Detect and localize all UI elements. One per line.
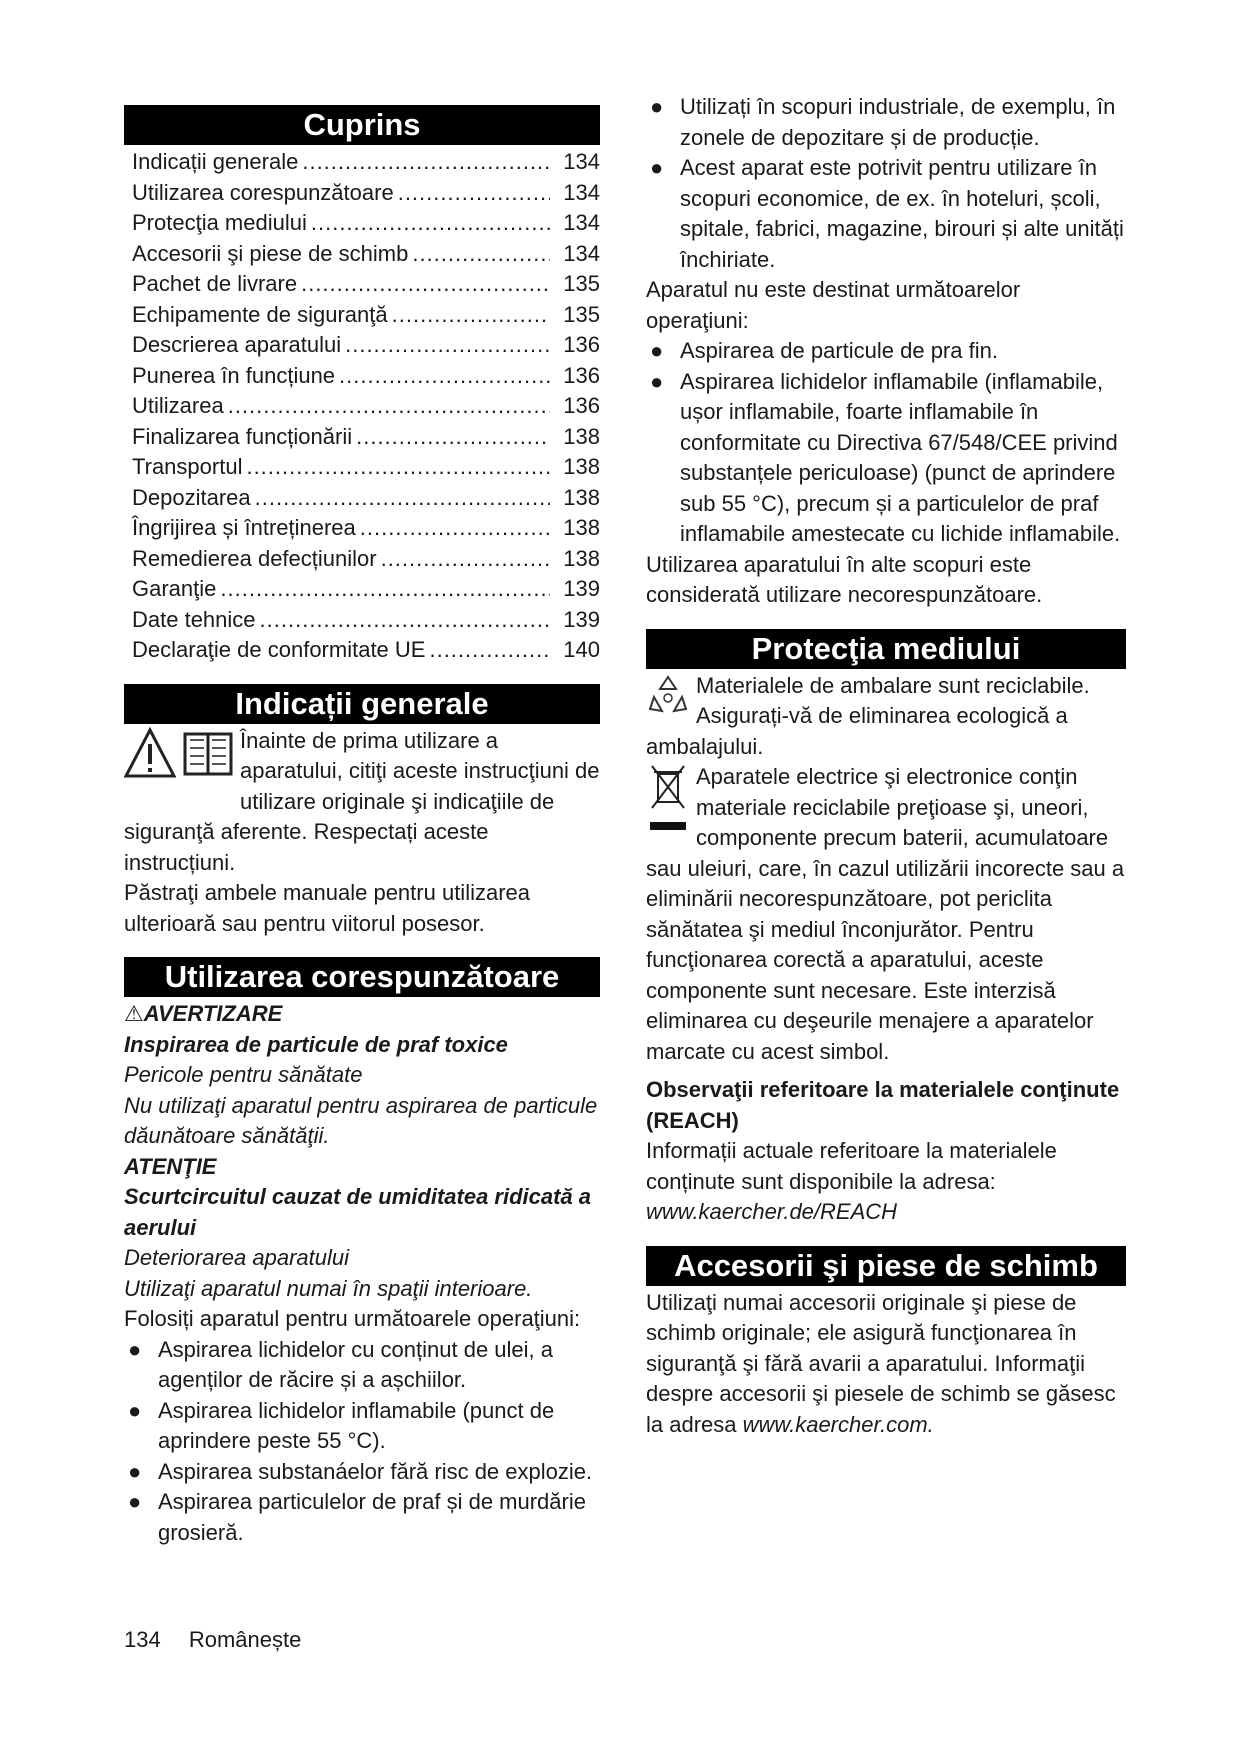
reach-link[interactable]: www.kaercher.de/REACH <box>646 1199 898 1224</box>
toc-entry-label: Indicații generale <box>132 149 299 174</box>
footer-language: Românește <box>188 1627 302 1652</box>
toc-leader-dots <box>429 635 550 666</box>
toc-leader-dots <box>311 208 550 239</box>
toc-heading: Cuprins <box>124 105 600 145</box>
toc-entry[interactable] <box>124 178 600 209</box>
right-column <box>646 92 1126 1440</box>
intended-use-paragraph-1: Folosiți aparatul pentru următoarele operaţiuni: <box>124 1306 581 1331</box>
toc-entry-page: 136 <box>563 332 600 357</box>
accessories-paragraph: Utilizaţi numai accesorii originale şi piese de schimb originale; ele asigură funcţionarea în siguranţă şi fără avarii a aparatului. Informaţii despre accesorii şi piesele de schimb se găsesc la adresa www.kaercher.com. <box>646 1289 1116 1437</box>
toc-entry-page: 134 <box>563 179 600 205</box>
toc-leader-dots <box>339 361 550 392</box>
toc-leader-dots <box>356 422 550 453</box>
toc-leader-dots <box>392 300 550 331</box>
general-paragraph-2: Păstraţi ambele manuale pentru utilizarea ulterioară sau pentru viitorul posesor. <box>124 880 531 936</box>
toc-leader-dots <box>360 513 550 544</box>
general-section <box>124 726 600 940</box>
list-item: ● Acest aparat este potrivit pentru utilizare în scopuri economice, de ex. în hoteluri, școli, spitale, fabrici, magazine, birouri și alte unități închiriate. <box>650 155 1124 272</box>
toc-entry[interactable] <box>124 361 600 392</box>
toc-entry-label: Date tehnice <box>132 606 256 632</box>
caution-text-1: Deteriorarea aparatului <box>124 1245 350 1270</box>
toc-entry-page: 134 <box>563 240 600 266</box>
toc-entry-label: Accesorii şi piese de schimb <box>132 240 409 266</box>
caution-text-2: Utilizaţi aparatul numai în spaţii interioare. <box>124 1275 533 1301</box>
toc-leader-dots <box>220 574 550 605</box>
toc-leader-dots <box>228 391 550 422</box>
toc-entry[interactable] <box>124 513 600 544</box>
toc-leader-dots <box>398 178 550 209</box>
toc-entry-label: Protecţia mediului <box>132 210 307 235</box>
reach-heading: Observaţii referitoare la materialele conţinute (REACH) <box>646 1077 1120 1133</box>
toc-leader-dots <box>345 330 550 361</box>
environment-section <box>646 671 1126 1228</box>
warning-icon: ⚠ <box>124 1001 144 1026</box>
toc-entry[interactable] <box>124 605 600 636</box>
page-number: 134 <box>124 1627 161 1652</box>
kaercher-link[interactable]: www.kaercher.com. <box>742 1411 934 1437</box>
toc-entry-label: Descrierea aparatului <box>132 332 342 357</box>
toc-entry-page: 139 <box>563 576 600 601</box>
toc-entry[interactable] <box>124 208 600 239</box>
page-footer <box>124 1625 323 1656</box>
toc-entry-label: Declaraţie de conformitate UE <box>132 637 426 662</box>
environment-paragraph-2: Aparatele electrice şi electronice conţin materiale reciclabile preţioase şi, uneori, componente precum baterii, acumulatoare sau uleiuri, care, în cazul utilizării incorecte sau a eliminării necorespunzătoare, pot periclita sănătatea şi mediul înconjurător. Pentru funcţionarea corectă a aparatului, aceste componente sunt necesare. Este interzisă eliminarea cu deşeurile menajere a aparatelor marcate cu acest simbol. <box>646 764 1125 1064</box>
toc-entry-page: 134 <box>563 210 600 235</box>
reach-paragraph: Informații actuale referitoare la materialele conținute sunt disponibile la adresa: <box>646 1138 1057 1194</box>
recycle-icon <box>646 671 690 726</box>
toc-leader-dots <box>381 544 550 575</box>
toc-entry-label: Punerea în funcțiune <box>132 362 336 388</box>
list-item: ● Aspirarea de particule de pra fin. <box>650 338 998 363</box>
toc-entry-page: 139 <box>563 606 600 632</box>
toc-entry-label: Utilizarea corespunzătoare <box>132 179 394 205</box>
toc-entry[interactable] <box>124 574 600 605</box>
toc-entry-page: 135 <box>563 271 600 296</box>
toc-entry[interactable] <box>124 330 600 361</box>
table-of-contents <box>124 147 600 666</box>
toc-entry[interactable] <box>124 452 600 483</box>
environment-paragraph-1: Materialele de ambalare sunt reciclabile. Asigurați-vă de eliminarea ecologică a ambalajului. <box>646 672 1090 759</box>
toc-entry-page: 138 <box>563 423 600 449</box>
general-heading: Indicații generale <box>124 684 600 724</box>
warning-triangle-icon <box>124 726 176 789</box>
toc-leader-dots <box>302 147 550 178</box>
warning-title: Inspirarea de particule de praf toxice <box>124 1031 508 1057</box>
intended-use-section <box>124 999 600 1548</box>
warning-text-1: Pericole pentru sănătate <box>124 1062 363 1087</box>
toc-entry-label: Echipamente de siguranţă <box>132 301 388 327</box>
toc-entry-label: Transportul <box>132 454 243 479</box>
list-item: ● Aspirarea substanáelor fără risc de explozie. <box>128 1458 593 1484</box>
caution-title: Scurtcircuitul cauzat de umiditatea ridicată a aerului <box>124 1184 592 1240</box>
manual-book-icon <box>182 726 234 789</box>
toc-leader-dots <box>260 605 550 636</box>
list-item: ● Utilizați în scopuri industriale, de exemplu, în zonele de depozitare și de producție. <box>650 94 1116 150</box>
toc-entry-page: 134 <box>563 149 600 174</box>
toc-leader-dots <box>412 239 550 270</box>
toc-entry-page: 138 <box>563 515 600 540</box>
warning-text-2: Nu utilizaţi aparatul pentru aspirarea de particule dăunătoare sănătăţii. <box>124 1092 598 1148</box>
toc-entry[interactable] <box>124 635 600 666</box>
toc-entry-page: 135 <box>563 301 600 327</box>
toc-entry-page: 138 <box>563 484 600 510</box>
toc-entry-label: Îngrijirea și întreținerea <box>132 515 356 540</box>
toc-entry[interactable] <box>124 239 600 270</box>
accessories-heading: Accesorii şi piese de schimb <box>646 1246 1126 1286</box>
toc-leader-dots <box>255 483 550 514</box>
intended-use-paragraph-3: Utilizarea aparatului în alte scopuri este considerată utilizare necorespunzătoare. <box>646 551 1043 607</box>
toc-entry[interactable] <box>124 269 600 300</box>
environment-heading: Protecţia mediului <box>646 629 1126 669</box>
toc-entry-label: Remedierea defecțiunilor <box>132 545 377 571</box>
toc-entry[interactable] <box>124 147 600 178</box>
toc-leader-dots <box>246 452 550 483</box>
toc-entry-page: 136 <box>563 393 600 418</box>
left-column <box>124 105 600 1548</box>
toc-entry-label: Finalizarea funcționării <box>132 423 353 449</box>
toc-entry[interactable] <box>124 391 600 422</box>
toc-entry-label: Depozitarea <box>132 484 251 510</box>
intended-use-paragraph-2: Aparatul nu este destinat următoarelor operaţiuni: <box>646 277 1021 333</box>
list-item: ● Aspirarea lichidelor inflamabile (punct de aprindere peste 55 °C). <box>128 1397 555 1453</box>
toc-entry-page: 138 <box>563 454 600 479</box>
toc-entry[interactable] <box>124 544 600 575</box>
accessories-section <box>646 1288 1126 1441</box>
intended-use-heading: Utilizarea corespunzătoare <box>124 957 600 997</box>
toc-entry-page: 140 <box>563 637 600 662</box>
warning-label: ⚠AVERTIZARE <box>124 1001 283 1026</box>
list-item: ● Aspirarea lichidelor inflamabile (inflamabile, ușor inflamabile, foarte inflamabile în conformitate cu Directiva 67/548/CEE privind substanțele periculoase) (punct de aprindere sub 55 °C), precum și a particulelor de praf inflamabile amestecate cu lichide inflamabile. <box>650 368 1121 546</box>
toc-entry[interactable] <box>124 483 600 514</box>
list-item: ● Aspirarea particulelor de praf și de murdărie grosieră. <box>128 1489 586 1545</box>
toc-entry-page: 136 <box>563 362 600 388</box>
toc-entry-label: Garanţie <box>132 576 217 601</box>
toc-entry[interactable] <box>124 422 600 453</box>
toc-entry[interactable] <box>124 300 600 331</box>
toc-leader-dots <box>301 269 550 300</box>
toc-entry-label: Utilizarea <box>132 393 224 418</box>
general-paragraph-1: Înainte de prima utilizare a aparatului, citiţi aceste instrucţiuni de utilizare originale şi indicaţiile de siguranţă aferente. Respectați aceste instrucțiuni. <box>124 727 600 875</box>
toc-entry-label: Pachet de livrare <box>132 271 298 296</box>
toc-entry-page: 138 <box>563 545 600 571</box>
crossed-bin-icon <box>646 762 690 851</box>
list-item: ● Aspirarea lichidelor cu conținut de ulei, a agenților de răcire și a așchiilor. <box>128 1336 554 1392</box>
caution-label: ATENŢIE <box>124 1153 217 1179</box>
